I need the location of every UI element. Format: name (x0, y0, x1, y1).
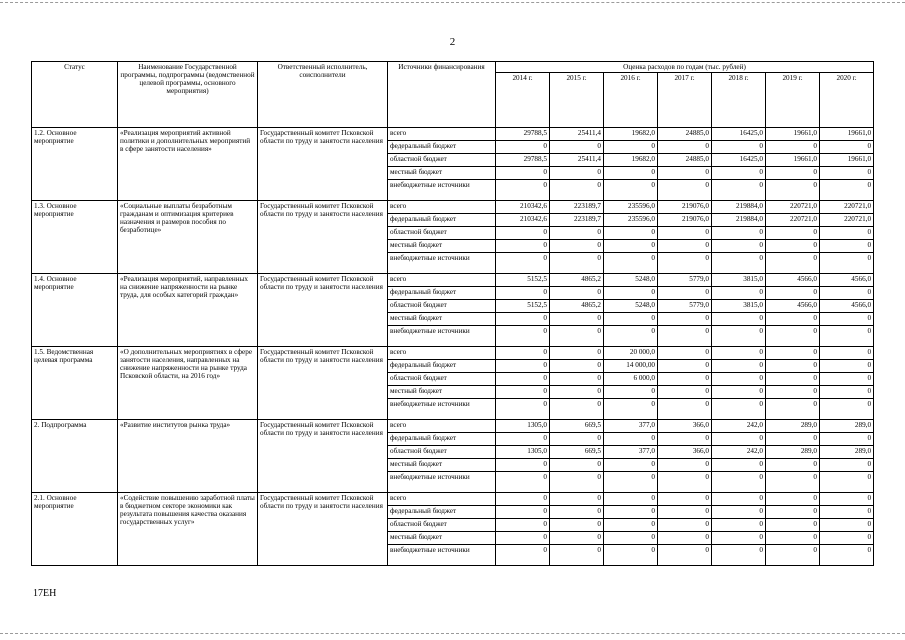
amount-cell: 0 (550, 519, 604, 532)
amount-cell: 0 (604, 433, 658, 446)
amount-cell: 0 (712, 433, 766, 446)
amount-cell: 0 (658, 313, 712, 326)
amount-cell: 4865,2 (550, 274, 604, 287)
amount-cell: 0 (766, 519, 820, 532)
funding-source: всего (388, 347, 496, 360)
amount-cell: 25411,4 (550, 154, 604, 167)
amount-cell: 0 (496, 472, 550, 493)
amount-cell: 0 (496, 180, 550, 201)
amount-cell: 0 (820, 472, 874, 493)
funding-source: областной бюджет (388, 446, 496, 459)
amount-cell: 0 (658, 347, 712, 360)
amount-cell: 0 (604, 287, 658, 300)
amount-cell: 1305,0 (496, 446, 550, 459)
amount-cell: 0 (550, 253, 604, 274)
amount-cell: 0 (820, 493, 874, 506)
amount-cell: 0 (604, 459, 658, 472)
amount-cell: 0 (604, 545, 658, 566)
row-program-name: «Развитие институтов рынка труда» (118, 420, 258, 493)
amount-cell: 0 (496, 532, 550, 545)
amount-cell: 19682,0 (604, 154, 658, 167)
amount-cell: 0 (658, 326, 712, 347)
amount-cell: 0 (712, 287, 766, 300)
amount-cell: 0 (658, 167, 712, 180)
row-program-name: «Реализация мероприятий активной политики и дополнительных мероприятий в сфере занятости населения» (118, 128, 258, 201)
row-executor: Государственный комитет Псковской области по труду и занятости населения (258, 347, 388, 420)
amount-cell: 0 (658, 459, 712, 472)
amount-cell: 0 (550, 141, 604, 154)
amount-cell: 0 (604, 240, 658, 253)
amount-cell: 220721,0 (820, 201, 874, 214)
funding-source: всего (388, 128, 496, 141)
amount-cell: 0 (766, 360, 820, 373)
amount-cell: 3815,0 (712, 300, 766, 313)
funding-source: местный бюджет (388, 459, 496, 472)
funding-source: местный бюджет (388, 532, 496, 545)
amount-cell: 0 (496, 240, 550, 253)
amount-cell: 0 (496, 545, 550, 566)
page-number: 2 (449, 36, 456, 48)
header-status: Статус (32, 62, 118, 128)
amount-cell: 19661,0 (766, 128, 820, 141)
amount-cell: 0 (604, 386, 658, 399)
amount-cell: 0 (712, 240, 766, 253)
amount-cell: 0 (766, 506, 820, 519)
amount-cell: 0 (658, 399, 712, 420)
row-status: 2. Подпрограмма (32, 420, 118, 493)
amount-cell: 0 (658, 472, 712, 493)
header-executor: Ответственный исполнитель, соисполнители (258, 62, 388, 128)
amount-cell: 0 (820, 545, 874, 566)
amount-cell: 4566,0 (820, 300, 874, 313)
amount-cell: 0 (658, 373, 712, 386)
amount-cell: 0 (550, 167, 604, 180)
amount-cell: 0 (550, 347, 604, 360)
amount-cell: 0 (658, 141, 712, 154)
amount-cell: 19661,0 (820, 128, 874, 141)
amount-cell: 0 (766, 493, 820, 506)
funding-source: федеральный бюджет (388, 360, 496, 373)
amount-cell: 0 (820, 326, 874, 347)
amount-cell: 0 (712, 227, 766, 240)
table-body (32, 128, 874, 566)
amount-cell: 0 (712, 399, 766, 420)
amount-cell: 0 (712, 472, 766, 493)
funding-source: федеральный бюджет (388, 141, 496, 154)
amount-cell: 0 (766, 373, 820, 386)
funding-source: областной бюджет (388, 373, 496, 386)
amount-cell: 377,0 (604, 420, 658, 433)
amount-cell: 289,0 (820, 420, 874, 433)
amount-cell: 0 (604, 506, 658, 519)
header-name: Наименование Государственной программы, подпрограммы (ведомственной целевой программы, основного мероприятия) (118, 62, 258, 128)
amount-cell: 0 (820, 240, 874, 253)
amount-cell: 5152,5 (496, 274, 550, 287)
funding-source: всего (388, 274, 496, 287)
amount-cell: 0 (496, 360, 550, 373)
amount-cell: 0 (766, 167, 820, 180)
amount-cell: 0 (820, 253, 874, 274)
amount-cell: 210342,6 (496, 201, 550, 214)
row-program-name: «Социальные выплаты безработным гражданам и оптимизация критериев назначения и размеров пособия по безработице» (118, 201, 258, 274)
amount-cell: 29788,5 (496, 154, 550, 167)
funding-source: местный бюджет (388, 167, 496, 180)
row-executor: Государственный комитет Псковской области по труду и занятости населения (258, 128, 388, 201)
amount-cell: 0 (766, 433, 820, 446)
amount-cell: 0 (604, 472, 658, 493)
amount-cell: 366,0 (658, 446, 712, 459)
amount-cell: 235596,0 (604, 201, 658, 214)
amount-cell: 0 (658, 386, 712, 399)
amount-cell: 0 (604, 399, 658, 420)
header-year: 2020 г. (820, 73, 874, 128)
funding-source: областной бюджет (388, 519, 496, 532)
amount-cell: 14 000,00 (604, 360, 658, 373)
amount-cell: 0 (766, 472, 820, 493)
row-executor: Государственный комитет Псковской области по труду и занятости населения (258, 493, 388, 566)
row-program-name: «О дополнительных мероприятиях в сфере занятости населения, направленных на снижение напряженности на рынке труда Псковской области, на 2016 год» (118, 347, 258, 420)
amount-cell: 0 (496, 253, 550, 274)
header-estimate: Оценка расходов по годам (тыс. рублей) (496, 62, 874, 73)
amount-cell: 0 (766, 180, 820, 201)
row-status: 1.5. Ведомственная целевая программа (32, 347, 118, 420)
funding-source: областной бюджет (388, 227, 496, 240)
amount-cell: 16425,0 (712, 128, 766, 141)
amount-cell: 0 (658, 545, 712, 566)
row-executor: Государственный комитет Псковской области по труду и занятости населения (258, 274, 388, 347)
amount-cell: 0 (496, 287, 550, 300)
amount-cell: 0 (712, 313, 766, 326)
amount-cell: 0 (820, 360, 874, 373)
funding-source: внебюджетные источники (388, 326, 496, 347)
amount-cell: 0 (550, 386, 604, 399)
amount-cell: 0 (820, 399, 874, 420)
table-header (32, 62, 874, 128)
header-year: 2018 г. (712, 73, 766, 128)
amount-cell: 0 (766, 386, 820, 399)
amount-cell: 0 (550, 433, 604, 446)
amount-cell: 4566,0 (766, 300, 820, 313)
amount-cell: 0 (496, 347, 550, 360)
amount-cell: 0 (766, 347, 820, 360)
row-executor: Государственный комитет Псковской области по труду и занятости населения (258, 420, 388, 493)
amount-cell: 0 (496, 227, 550, 240)
amount-cell: 5779,0 (658, 274, 712, 287)
funding-source: внебюджетные источники (388, 472, 496, 493)
funding-source: федеральный бюджет (388, 506, 496, 519)
amount-cell: 0 (550, 180, 604, 201)
amount-cell: 377,0 (604, 446, 658, 459)
funding-source: внебюджетные источники (388, 180, 496, 201)
amount-cell: 0 (604, 180, 658, 201)
row-status: 1.2. Основное мероприятие (32, 128, 118, 201)
table-row (32, 128, 874, 141)
amount-cell: 4865,2 (550, 300, 604, 313)
document-code: 17ЕН (33, 588, 57, 599)
amount-cell: 0 (712, 386, 766, 399)
funding-source: всего (388, 201, 496, 214)
amount-cell: 24885,0 (658, 128, 712, 141)
amount-cell: 220721,0 (766, 201, 820, 214)
amount-cell: 0 (712, 459, 766, 472)
scan-edge-top (0, 2, 905, 3)
funding-source: местный бюджет (388, 386, 496, 399)
amount-cell: 0 (820, 532, 874, 545)
amount-cell: 210342,6 (496, 214, 550, 227)
funding-source: областной бюджет (388, 300, 496, 313)
funding-source: федеральный бюджет (388, 433, 496, 446)
amount-cell: 0 (550, 240, 604, 253)
amount-cell: 0 (604, 313, 658, 326)
amount-cell: 0 (766, 287, 820, 300)
amount-cell: 16425,0 (712, 154, 766, 167)
amount-cell: 0 (766, 313, 820, 326)
amount-cell: 289,0 (766, 420, 820, 433)
amount-cell: 0 (550, 227, 604, 240)
amount-cell: 0 (550, 493, 604, 506)
amount-cell: 0 (820, 459, 874, 472)
amount-cell: 5152,5 (496, 300, 550, 313)
amount-cell: 0 (604, 532, 658, 545)
amount-cell: 0 (712, 360, 766, 373)
amount-cell: 0 (604, 519, 658, 532)
amount-cell: 242,0 (712, 420, 766, 433)
amount-cell: 0 (496, 373, 550, 386)
budget-table (31, 61, 874, 566)
amount-cell: 0 (766, 545, 820, 566)
amount-cell: 0 (820, 141, 874, 154)
amount-cell: 0 (496, 399, 550, 420)
amount-cell: 0 (820, 227, 874, 240)
amount-cell: 0 (496, 459, 550, 472)
row-status: 2.1. Основное мероприятие (32, 493, 118, 566)
amount-cell: 0 (712, 326, 766, 347)
header-sources: Источники финансирования (388, 62, 496, 128)
amount-cell: 0 (496, 326, 550, 347)
amount-cell: 1305,0 (496, 420, 550, 433)
amount-cell: 0 (766, 141, 820, 154)
amount-cell: 0 (604, 141, 658, 154)
amount-cell: 0 (712, 532, 766, 545)
amount-cell: 0 (658, 433, 712, 446)
amount-cell: 0 (766, 253, 820, 274)
amount-cell: 0 (658, 240, 712, 253)
amount-cell: 0 (550, 545, 604, 566)
amount-cell: 0 (496, 433, 550, 446)
amount-cell: 24885,0 (658, 154, 712, 167)
row-status: 1.4. Основное мероприятие (32, 274, 118, 347)
amount-cell: 0 (820, 287, 874, 300)
amount-cell: 0 (550, 472, 604, 493)
table-row (32, 493, 874, 506)
funding-source: всего (388, 420, 496, 433)
amount-cell: 0 (820, 506, 874, 519)
amount-cell: 0 (820, 373, 874, 386)
funding-source: внебюджетные источники (388, 545, 496, 566)
amount-cell: 0 (712, 167, 766, 180)
funding-source: федеральный бюджет (388, 287, 496, 300)
amount-cell: 0 (712, 141, 766, 154)
funding-source: местный бюджет (388, 240, 496, 253)
header-year: 2015 г. (550, 73, 604, 128)
amount-cell: 0 (766, 532, 820, 545)
amount-cell: 0 (820, 386, 874, 399)
amount-cell: 0 (820, 433, 874, 446)
header-year: 2016 г. (604, 73, 658, 128)
row-program-name: «Содействие повышению заработной платы в бюджетном секторе экономики как результата повышения качества оказания государственных услуг» (118, 493, 258, 566)
funding-source: федеральный бюджет (388, 214, 496, 227)
amount-cell: 366,0 (658, 420, 712, 433)
table-row (32, 201, 874, 214)
amount-cell: 0 (820, 313, 874, 326)
amount-cell: 0 (496, 313, 550, 326)
header-year: 2014 г. (496, 73, 550, 128)
amount-cell: 0 (820, 347, 874, 360)
amount-cell: 219076,0 (658, 214, 712, 227)
amount-cell: 0 (712, 506, 766, 519)
row-executor: Государственный комитет Псковской области по труду и занятости населения (258, 201, 388, 274)
header-year: 2017 г. (658, 73, 712, 128)
amount-cell: 6 000,0 (604, 373, 658, 386)
amount-cell: 235596,0 (604, 214, 658, 227)
amount-cell: 0 (658, 493, 712, 506)
amount-cell: 0 (712, 545, 766, 566)
amount-cell: 0 (766, 459, 820, 472)
amount-cell: 0 (496, 519, 550, 532)
funding-source: областной бюджет (388, 154, 496, 167)
funding-source: внебюджетные источники (388, 253, 496, 274)
amount-cell: 19682,0 (604, 128, 658, 141)
amount-cell: 220721,0 (820, 214, 874, 227)
funding-source: всего (388, 493, 496, 506)
amount-cell: 0 (550, 360, 604, 373)
amount-cell: 0 (766, 240, 820, 253)
amount-cell: 219884,0 (712, 214, 766, 227)
amount-cell: 223189,7 (550, 214, 604, 227)
amount-cell: 0 (604, 167, 658, 180)
amount-cell: 0 (496, 141, 550, 154)
amount-cell: 669,5 (550, 446, 604, 459)
amount-cell: 0 (658, 532, 712, 545)
amount-cell: 223189,7 (550, 201, 604, 214)
funding-source: местный бюджет (388, 313, 496, 326)
amount-cell: 0 (658, 253, 712, 274)
amount-cell: 20 000,0 (604, 347, 658, 360)
amount-cell: 25411,4 (550, 128, 604, 141)
amount-cell: 0 (658, 287, 712, 300)
amount-cell: 0 (550, 506, 604, 519)
amount-cell: 4566,0 (766, 274, 820, 287)
amount-cell: 0 (658, 180, 712, 201)
amount-cell: 5248,0 (604, 274, 658, 287)
scan-edge-bottom (0, 633, 905, 634)
amount-cell: 0 (550, 532, 604, 545)
amount-cell: 0 (766, 399, 820, 420)
amount-cell: 220721,0 (766, 214, 820, 227)
amount-cell: 0 (496, 506, 550, 519)
amount-cell: 0 (820, 519, 874, 532)
amount-cell: 0 (496, 386, 550, 399)
amount-cell: 0 (604, 326, 658, 347)
amount-cell: 0 (550, 313, 604, 326)
amount-cell: 0 (658, 360, 712, 373)
amount-cell: 669,5 (550, 420, 604, 433)
amount-cell: 0 (496, 167, 550, 180)
amount-cell: 0 (712, 519, 766, 532)
amount-cell: 0 (550, 373, 604, 386)
header-year: 2019 г. (766, 73, 820, 128)
table-row (32, 347, 874, 360)
amount-cell: 219884,0 (712, 201, 766, 214)
table-row (32, 420, 874, 433)
row-status: 1.3. Основное мероприятие (32, 201, 118, 274)
amount-cell: 219076,0 (658, 201, 712, 214)
amount-cell: 0 (712, 373, 766, 386)
amount-cell: 289,0 (820, 446, 874, 459)
amount-cell: 0 (550, 287, 604, 300)
amount-cell: 0 (604, 493, 658, 506)
amount-cell: 3815,0 (712, 274, 766, 287)
amount-cell: 242,0 (712, 446, 766, 459)
amount-cell: 0 (712, 347, 766, 360)
amount-cell: 29788,5 (496, 128, 550, 141)
amount-cell: 0 (550, 326, 604, 347)
amount-cell: 19661,0 (820, 154, 874, 167)
amount-cell: 0 (658, 519, 712, 532)
amount-cell: 0 (766, 227, 820, 240)
amount-cell: 0 (820, 167, 874, 180)
amount-cell: 0 (496, 493, 550, 506)
amount-cell: 5248,0 (604, 300, 658, 313)
amount-cell: 0 (820, 180, 874, 201)
row-program-name: «Реализация мероприятий, направленных на снижение напряженности на рынке труда, для особых категорий граждан» (118, 274, 258, 347)
amount-cell: 0 (712, 253, 766, 274)
amount-cell: 0 (550, 399, 604, 420)
amount-cell: 0 (712, 180, 766, 201)
table-row (32, 274, 874, 287)
amount-cell: 0 (604, 227, 658, 240)
amount-cell: 0 (550, 459, 604, 472)
amount-cell: 0 (658, 506, 712, 519)
amount-cell: 5779,0 (658, 300, 712, 313)
amount-cell: 0 (766, 326, 820, 347)
amount-cell: 0 (658, 227, 712, 240)
amount-cell: 0 (712, 493, 766, 506)
amount-cell: 4566,0 (820, 274, 874, 287)
amount-cell: 0 (604, 253, 658, 274)
amount-cell: 19661,0 (766, 154, 820, 167)
funding-source: внебюджетные источники (388, 399, 496, 420)
amount-cell: 289,0 (766, 446, 820, 459)
